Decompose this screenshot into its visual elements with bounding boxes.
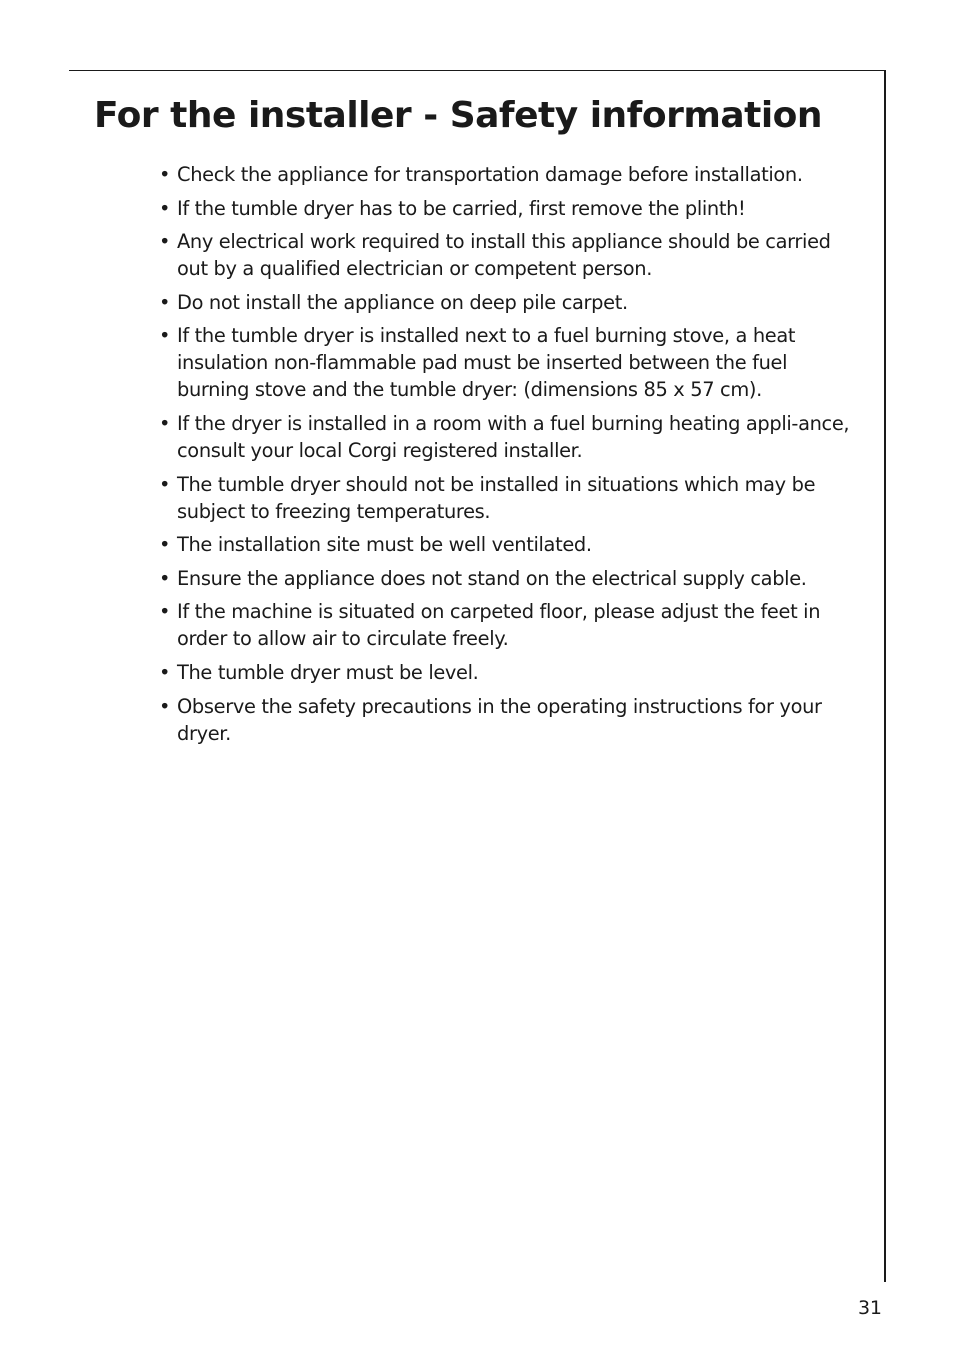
list-item-text: Check the appliance for transportation damage before installation. [177, 163, 803, 186]
bullet: • [159, 566, 171, 590]
list-item-text: The tumble dryer should not be installed in situations which may be subject to freezing temperatures. [177, 472, 816, 523]
page-number: 31 [858, 1297, 882, 1319]
bullet: • [159, 533, 171, 557]
list-item-text: Ensure the appliance does not stand on the electrical supply cable. [177, 566, 807, 590]
list-item-text: If the tumble dryer has to be carried, first remove the plinth! [177, 196, 746, 220]
list-item [159, 659, 859, 686]
bullet: • [159, 694, 171, 718]
list-item [159, 228, 859, 282]
bullet: • [159, 163, 171, 186]
list-item-text: The installation site must be well ventilated. [177, 533, 592, 557]
list-item [159, 161, 859, 188]
top-rule [69, 70, 886, 71]
bullet: • [159, 290, 171, 314]
list-item-text: If the tumble dryer is installed next to a fuel burning stove, a heat insulation non-flammable pad must be inserted between the fuel burning stove and the tumble dryer: (dimensions 85 x 57 cm). [177, 324, 796, 402]
bullet: • [159, 472, 171, 496]
list-item [159, 693, 859, 747]
bullet: • [159, 411, 171, 435]
page-title: For the installer - Safety information [94, 95, 823, 136]
list-item [159, 289, 859, 316]
list-item [159, 531, 859, 558]
list-item-text: Do not install the appliance on deep pile carpet. [177, 290, 628, 314]
list-item [159, 195, 859, 222]
list-item-text: If the dryer is installed in a room with a fuel burning heating appli-ance, consult your local Corgi registered installer. [177, 411, 850, 462]
right-margin-rule [884, 70, 886, 1282]
bullet: • [159, 230, 171, 254]
list-item-text: Any electrical work required to install this appliance should be carried out by a qualified electrician or competent person. [177, 230, 831, 281]
bullet: • [159, 660, 171, 684]
list-item-text: If the machine is situated on carpeted floor, please adjust the feet in order to allow air to circulate freely. [177, 600, 821, 651]
list-item [159, 471, 859, 525]
safety-list [159, 161, 859, 753]
list-item [159, 598, 859, 652]
bullet: • [159, 196, 171, 220]
list-item-text: Observe the safety precautions in the operating instructions for your dryer. [177, 694, 822, 745]
bullet: • [159, 324, 171, 348]
bullet: • [159, 600, 171, 624]
list-item [159, 565, 859, 592]
list-item-text: The tumble dryer must be level. [177, 660, 479, 684]
list-item [159, 410, 859, 464]
list-item [159, 322, 859, 403]
